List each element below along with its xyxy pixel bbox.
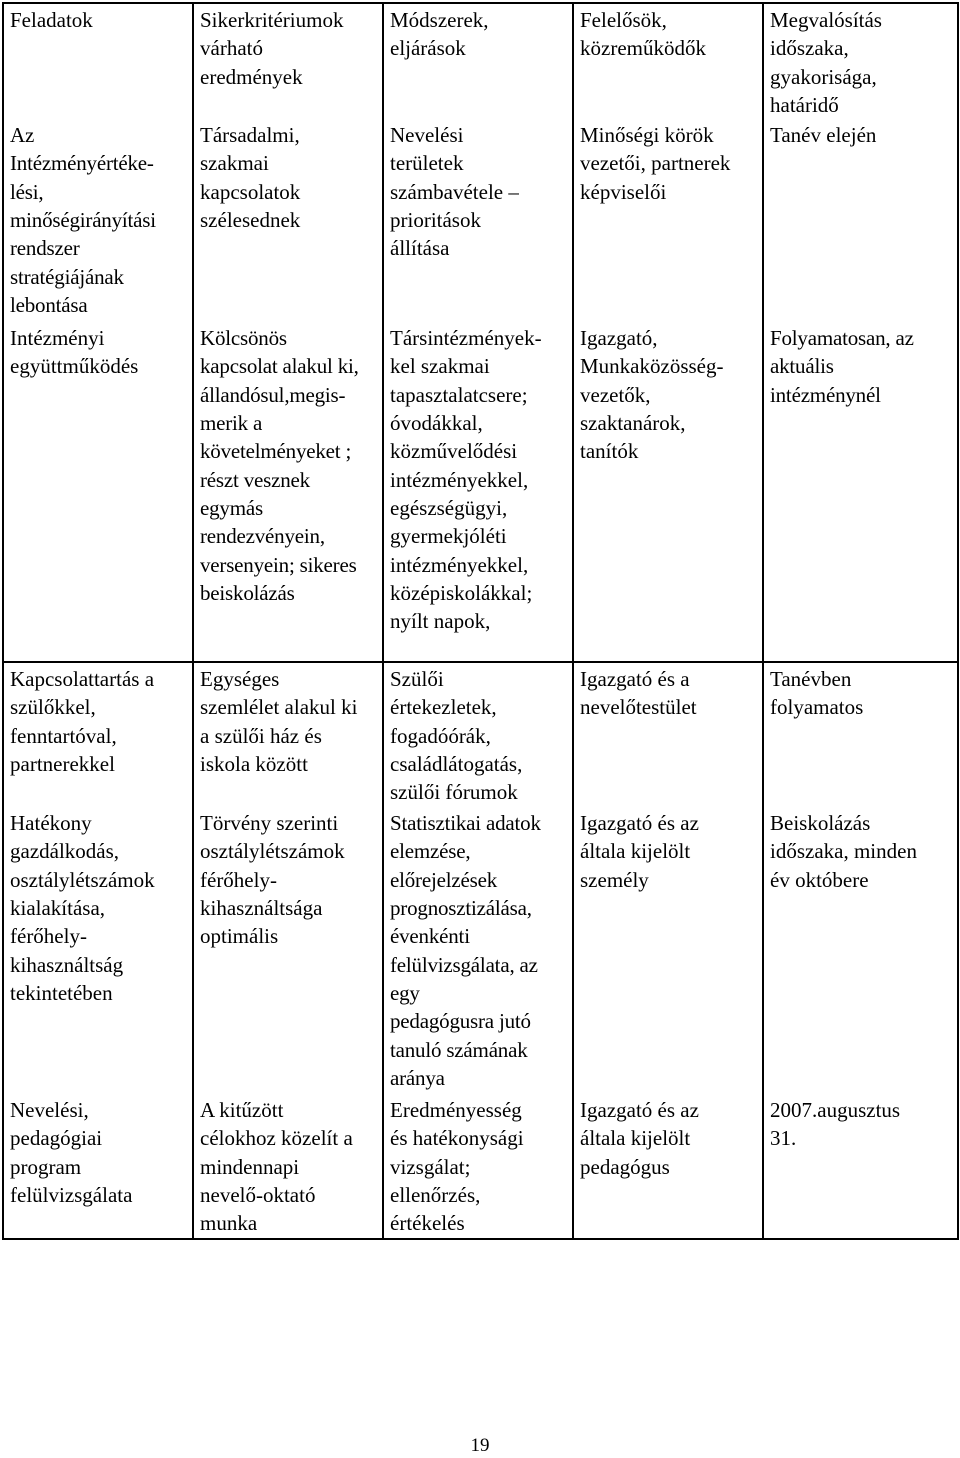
header-cell [193, 3, 383, 119]
table-cell [573, 662, 763, 807]
table-cell [193, 322, 383, 662]
header-cell [763, 3, 958, 119]
table-cell [763, 1094, 958, 1238]
header-responsible: Felelősök, közreműködők [580, 8, 706, 61]
table-cell [193, 1094, 383, 1238]
cell-criteria: A kitűzött célokhoz közelít a mindennapi nevelő-oktató munka [200, 1098, 353, 1236]
table-row [3, 662, 958, 807]
cell-timing: Beiskolázás időszaka, minden év októbere [770, 811, 917, 892]
cell-timing: Folyamatosan, az aktuális intézménynél [770, 326, 914, 407]
page-number: 19 [470, 1435, 490, 1456]
table-cell [383, 807, 573, 1094]
cell-criteria: Törvény szerinti osztálylétszámok férőhely- kihasználtsága optimális [200, 811, 345, 949]
header-cell [383, 3, 573, 119]
table-row [3, 807, 958, 1094]
cell-methods: Szülői értekezletek, fogadóórák, családlátogatás, szülői fórumok [390, 667, 523, 805]
header-cell [573, 3, 763, 119]
header-success-criteria: Sikerkritériumok várható eredmények [200, 8, 344, 89]
table-cell [383, 1094, 573, 1238]
header-tasks: Feladatok [10, 8, 93, 32]
cell-criteria: Egységes szemlélet alakul ki a szülői ház és iskola között [200, 667, 358, 777]
cell-methods: Társintézmények- kel szakmai tapasztalatcsere; óvodákkal, közművelődési intézményekkel, egészségügyi, gyermekjóléti intézményekkel, középiskolákkal; nyílt napok, [390, 326, 542, 634]
cell-timing: 2007.augusztus 31. [770, 1098, 901, 1151]
header-row [3, 3, 958, 119]
table-row [3, 119, 958, 322]
cell-responsible: Igazgató és az általa kijelölt pedagógus [580, 1098, 699, 1179]
table-row [3, 1094, 958, 1238]
table-cell [763, 662, 958, 807]
table-cell [763, 119, 958, 322]
header-timing: Megvalósítás időszaka, gyakorisága, határidő [770, 8, 882, 117]
table-cell [3, 322, 193, 662]
cell-responsible: Igazgató, Munkaközösség- vezetők, szaktanárok, tanítók [580, 326, 724, 464]
table-cell [3, 662, 193, 807]
cell-timing: Tanévben folyamatos [770, 667, 864, 720]
cell-responsible: Minőségi körök vezetői, partnerek képviselői [580, 123, 731, 204]
cell-task: Hatékony gazdálkodás, osztálylétszámok kialakítása, férőhely- kihasználtság tekintetében [10, 811, 155, 1005]
table-cell [383, 662, 573, 807]
table-cell [3, 1094, 193, 1238]
table-row [3, 322, 958, 662]
table-cell [193, 119, 383, 322]
table-cell [193, 662, 383, 807]
cell-responsible: Igazgató és a nevelőtestület [580, 667, 697, 720]
header-cell [3, 3, 193, 119]
cell-task: Az Intézményértéke- lési, minőségirányítási rendszer stratégiájának lebontása [10, 123, 156, 317]
cell-criteria: Társadalmi, szakmai kapcsolatok szélesednek [200, 123, 301, 233]
cell-criteria: Kölcsönös kapcsolat alakul ki, állandósul,megis- merik a követelményeket ; részt vesznek egymás rendezvényein, versenyein; sikeres beiskolázás [200, 326, 359, 605]
table-cell [763, 322, 958, 662]
cell-methods: Statisztikai adatok elemzése, előrejelzések prognosztizálása, évenkénti felülvizsgálata, az egy pedagógusra jutó tanuló számának aránya [390, 811, 541, 1090]
table-cell [193, 807, 383, 1094]
table-cell [573, 1094, 763, 1238]
cell-task: Kapcsolattartás a szülőkkel, fenntartóval, partnerekkel [10, 667, 155, 777]
table-cell [3, 807, 193, 1094]
table-cell [383, 119, 573, 322]
table-cell [573, 807, 763, 1094]
cell-task: Nevelési, pedagógiai program felülvizsgálata [10, 1098, 133, 1208]
cell-responsible: Igazgató és az általa kijelölt személy [580, 811, 699, 892]
table-cell [763, 807, 958, 1094]
plan-table [2, 2, 959, 1240]
table-cell [573, 119, 763, 322]
table-cell [383, 322, 573, 662]
table-cell [3, 119, 193, 322]
cell-methods: Nevelési területek számbavétele – prioritások állítása [390, 123, 519, 261]
table-cell [573, 322, 763, 662]
cell-methods: Eredményesség és hatékonysági vizsgálat; ellenőrzés, értékelés [390, 1098, 524, 1236]
header-methods: Módszerek, eljárások [390, 8, 489, 61]
cell-timing: Tanév elején [770, 123, 877, 148]
cell-task: Intézményi együttműködés [10, 326, 139, 379]
